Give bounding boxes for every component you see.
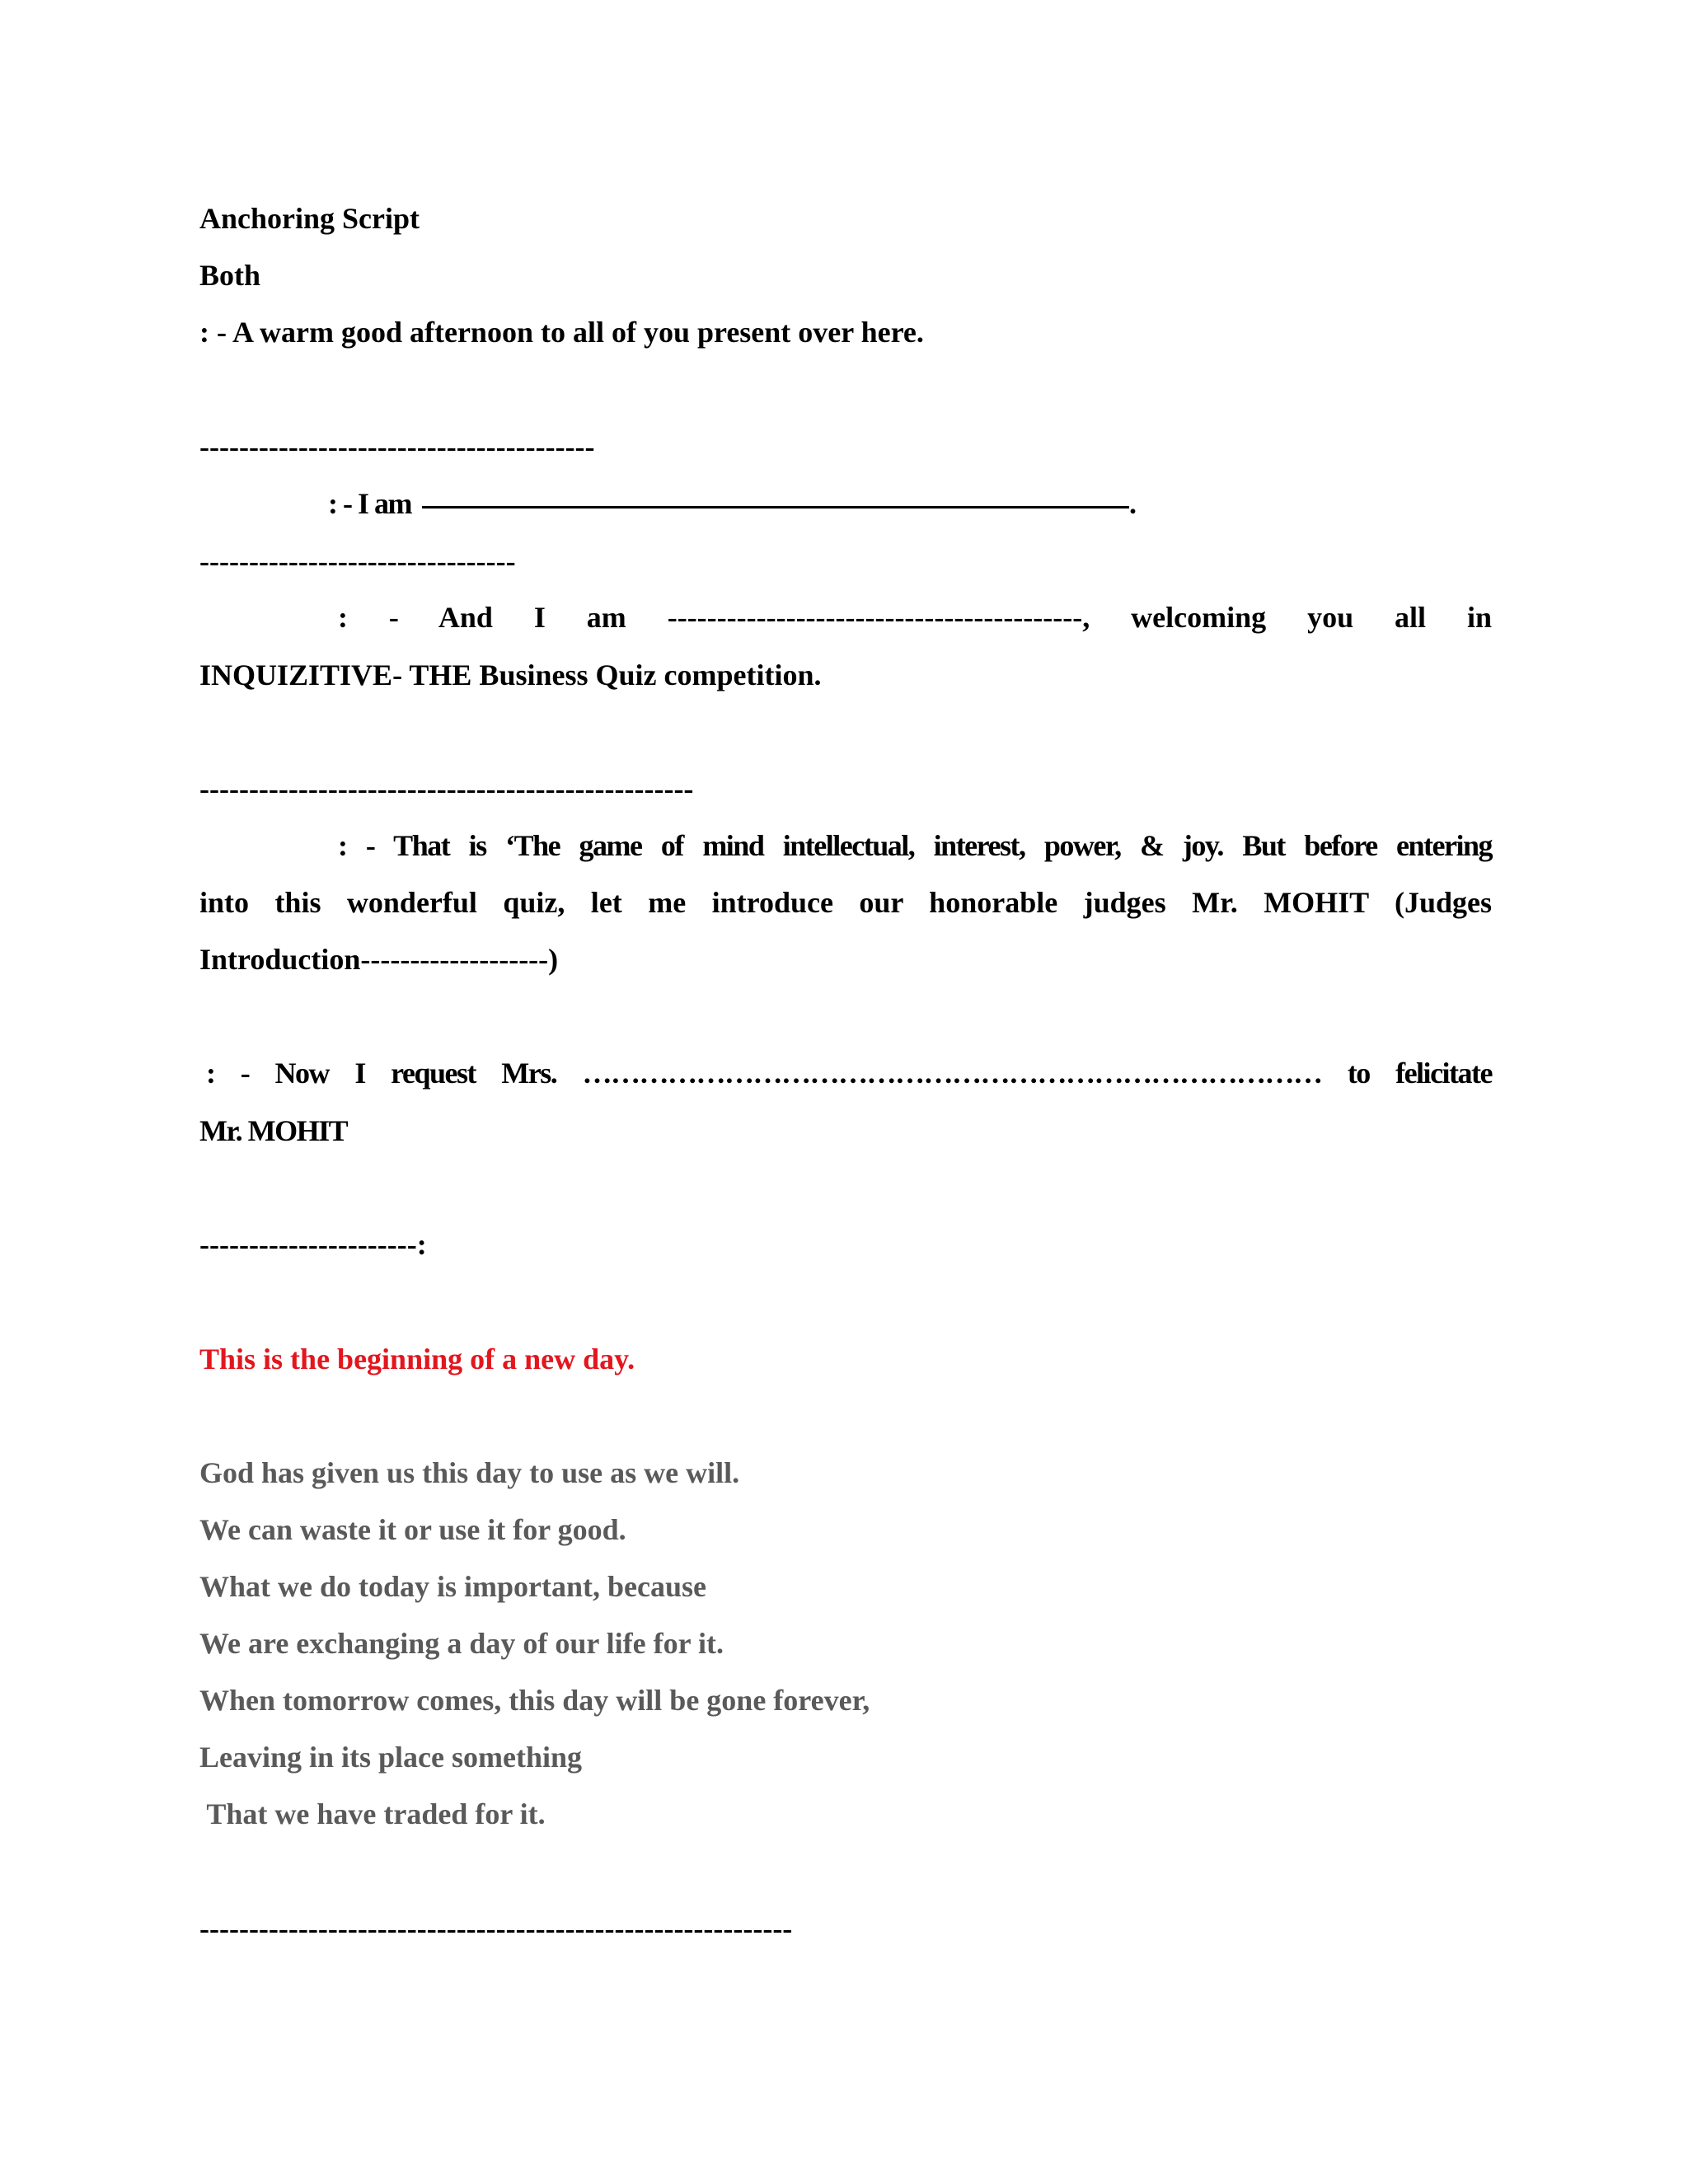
request-line-2: Mr. MOHIT	[199, 1114, 348, 1147]
dashes-line-1: ----------------------------------------	[199, 430, 595, 463]
blank-rule	[422, 506, 1129, 509]
that-is-line-2: into this wonderful quiz, let me introduce our honorable judges Mr. MOHIT (Judges	[199, 886, 1492, 919]
and-i-am-line-2: INQUIZITIVE- THE Business Quiz competition.	[199, 658, 822, 691]
speaker-both: Both	[199, 259, 261, 292]
and-i-am-line-1: : - And I am ------------------------------------------, welcoming you all in	[338, 601, 1492, 634]
that-is-line-3: Introduction-------------------)	[199, 943, 559, 976]
dashes-line-3: --------------------------------------------------	[199, 772, 694, 805]
dashes-line-4: ----------------------:	[199, 1228, 427, 1261]
highlight-line: This is the beginning of a new day.	[199, 1343, 635, 1376]
dashes-line-2: --------------------------------	[199, 545, 516, 578]
poem-line: Leaving in its place something	[199, 1741, 583, 1774]
poem-line: That we have traded for it.	[199, 1797, 546, 1830]
i-am-line: : - I am	[328, 487, 411, 520]
that-is-line-1: : - That is ‘The game of mind intellectual, interest, power, & joy. But before entering	[338, 829, 1492, 862]
poem-line: We can waste it or use it for good.	[199, 1513, 626, 1546]
poem-line: When tomorrow comes, this day will be gone forever,	[199, 1684, 870, 1717]
dashes-line-5: ------------------------------------------------------------	[199, 1912, 793, 1945]
document-title: Anchoring Script	[199, 202, 420, 235]
i-am-end: .	[1129, 487, 1137, 520]
poem-line: We are exchanging a day of our life for it.	[199, 1627, 724, 1660]
poem-line: What we do today is important, because	[199, 1570, 707, 1603]
poem-line: God has given us this day to use as we will.	[199, 1456, 740, 1489]
request-line-1: : - Now I request Mrs. …………………………………………………………………… to felicitate	[206, 1057, 1492, 1090]
opening-line: : - A warm good afternoon to all of you present over here.	[199, 316, 924, 349]
